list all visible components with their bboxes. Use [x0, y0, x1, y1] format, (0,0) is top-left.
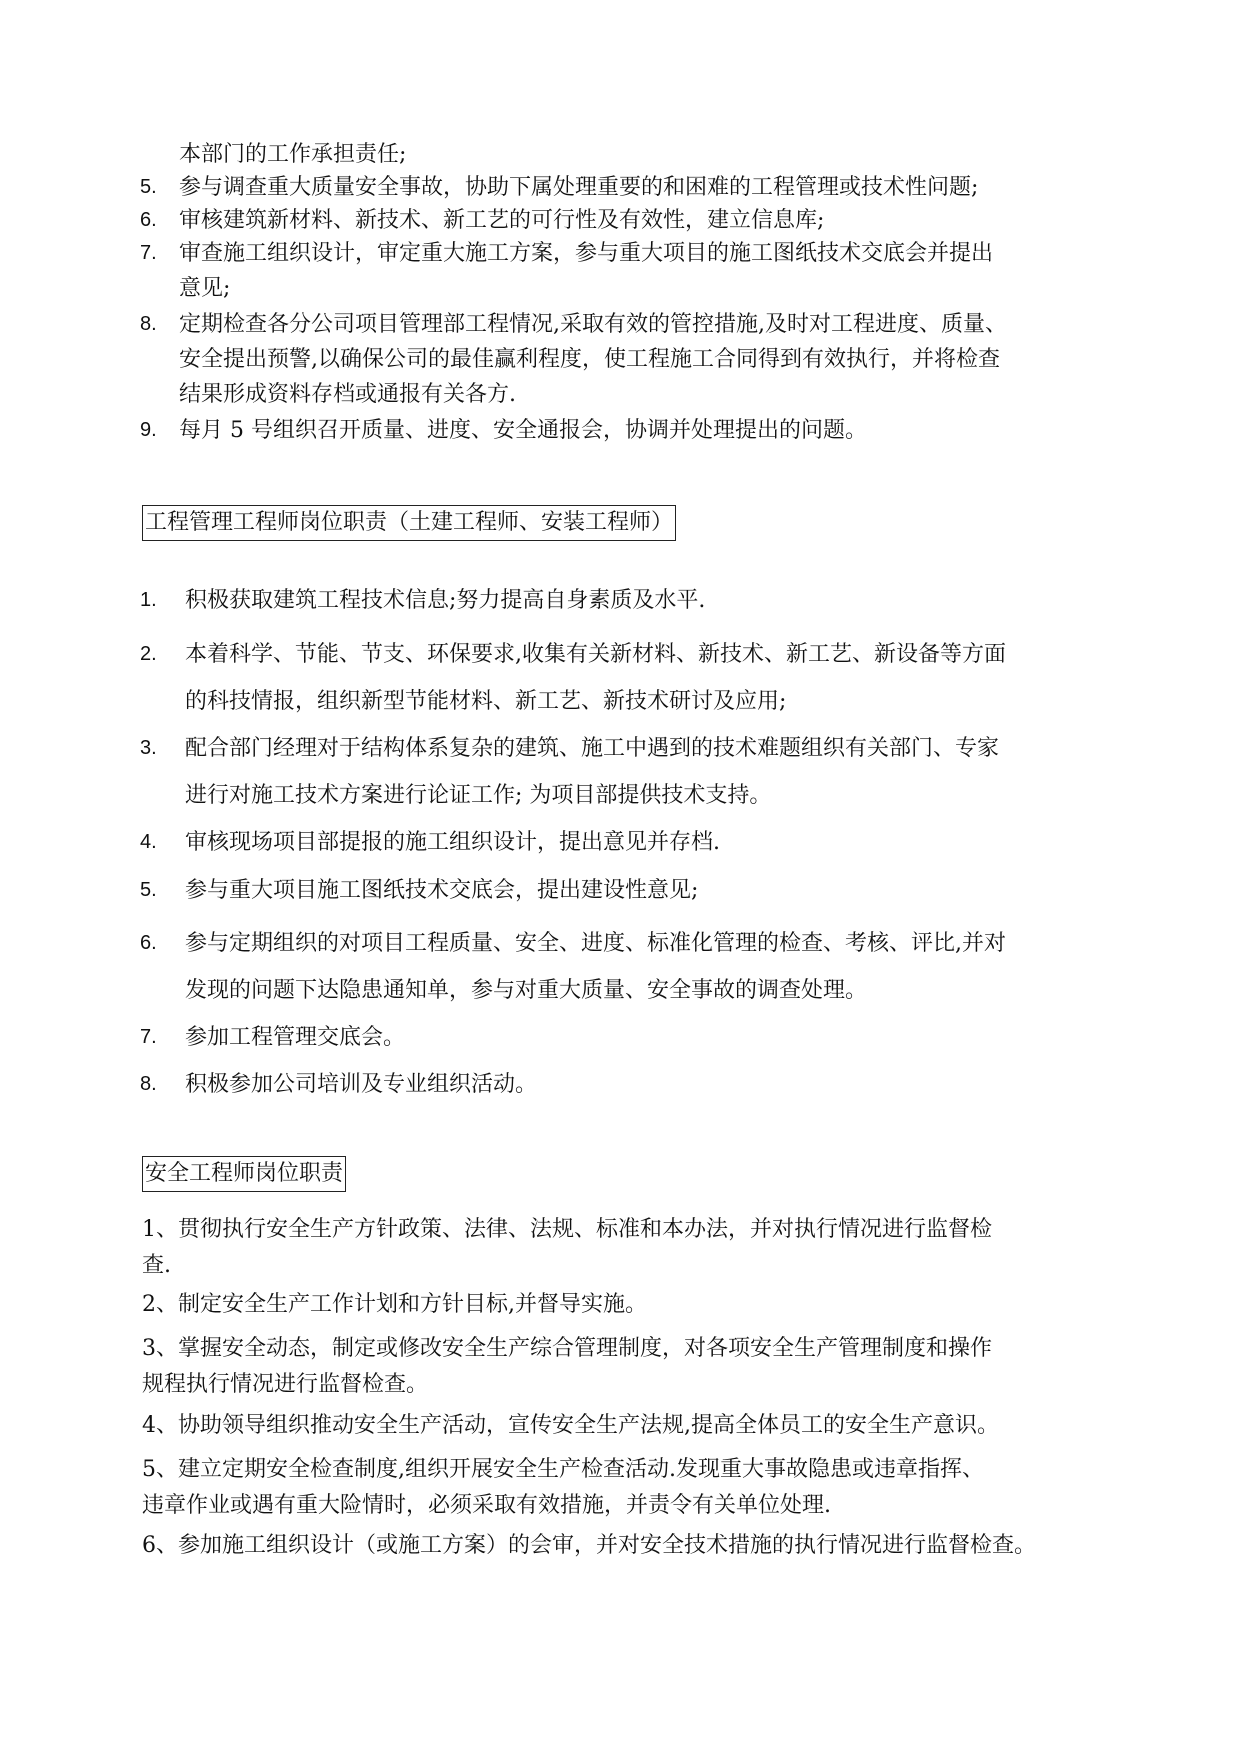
- text-line: 积极参加公司培训及专业组织活动。: [185, 1072, 538, 1097]
- text-line: 5、建立定期安全检查制度,组织开展安全生产检查活动.发现重大事故隐患或违章指挥、: [142, 1457, 984, 1482]
- item-number: 7.: [140, 242, 157, 264]
- text-line: 参与定期组织的对项目工程质量、安全、进度、标准化管理的检查、考核、评比,并对: [185, 931, 1006, 956]
- list-item: [140, 1020, 1100, 1055]
- section-heading-safety: 安全工程师岗位职责: [142, 1156, 346, 1192]
- item-number: 9.: [140, 419, 157, 441]
- text-line: 查.: [142, 1253, 171, 1278]
- item-number: 8.: [140, 313, 157, 335]
- text-line: 每月 5 号组织召开质量、进度、安全通报会，协调并处理提出的问题。: [179, 418, 867, 443]
- text-line: 参加工程管理交底会。: [185, 1025, 406, 1050]
- list-item: [140, 413, 1100, 448]
- text-line: 安全提出预警,以确保公司的最佳赢利程度，使工程施工合同得到有效执行，并将检查: [179, 347, 1000, 372]
- item-number: 6.: [140, 932, 157, 954]
- text-line: 3、掌握安全动态，制定或修改安全生产综合管理制度，对各项安全生产管理制度和操作: [142, 1336, 992, 1361]
- text-line: 结果形成资料存档或通报有关各方.: [179, 382, 516, 407]
- item-number: 3.: [140, 737, 157, 759]
- item-number: 1.: [140, 589, 157, 611]
- item-number: 7.: [140, 1026, 157, 1048]
- text-line: 配合部门经理对于结构体系复杂的建筑、施工中遇到的技术难题组织有关部门、专家: [185, 736, 1000, 761]
- list-item-continuation: [140, 137, 1100, 172]
- text-line: 4、协助领导组织推动安全生产活动，宣传安全生产法规,提高全体员工的安全生产意识。: [142, 1413, 999, 1438]
- list-item: [142, 1331, 1102, 1403]
- text-line: 审核建筑新材料、新技术、新工艺的可行性及有效性，建立信息库;: [179, 208, 825, 233]
- item-number: 8.: [140, 1073, 157, 1095]
- text-line: 审核现场项目部提报的施工组织设计，提出意见并存档.: [185, 830, 720, 855]
- text-line: 积极获取建筑工程技术信息;努力提高自身素质及水平.: [185, 588, 706, 613]
- section-heading-engineer: 工程管理工程师岗位职责（土建工程师、安装工程师）: [142, 505, 676, 541]
- text-line: 参与调查重大质量安全事故，协助下属处理重要的和困难的工程管理或技术性问题;: [179, 175, 979, 200]
- list-item: [142, 1452, 1102, 1524]
- item-number: 5.: [140, 879, 157, 901]
- list-item: [140, 583, 1100, 618]
- item-number: 5.: [140, 176, 157, 198]
- item-number: 6.: [140, 209, 157, 231]
- item-number: 4.: [140, 831, 157, 853]
- text-line: 参与重大项目施工图纸技术交底会，提出建设性意见;: [185, 878, 699, 903]
- text-line: 2、制定安全生产工作计划和方针目标,并督导实施。: [142, 1292, 647, 1317]
- list-item: [140, 825, 1100, 860]
- text-line: 的科技情报，组织新型节能材料、新工艺、新技术研讨及应用;: [185, 689, 787, 714]
- list-item: [140, 170, 1100, 205]
- list-item: [140, 307, 1100, 412]
- list-item: [140, 236, 1100, 306]
- text-line: 6、参加施工组织设计（或施工方案）的会审，并对安全技术措施的执行情况进行监督检查。: [142, 1533, 1037, 1558]
- text-line: 本着科学、节能、节支、环保要求,收集有关新材料、新技术、新工艺、新设备等方面: [185, 642, 1006, 667]
- text-line: 审查施工组织设计，审定重大施工方案，参与重大项目的施工图纸技术交底会并提出: [179, 241, 994, 266]
- list-item: [142, 1287, 1102, 1323]
- list-item: [140, 920, 1100, 1014]
- text-line: 定期检查各分公司项目管理部工程情况,采取有效的管控措施,及时对工程进度、质量、: [179, 312, 1007, 337]
- text-line: 规程执行情况进行监督检查。: [142, 1372, 429, 1397]
- list-item: [140, 873, 1100, 908]
- text-line: 违章作业或遇有重大险情时，必须采取有效措施，并责令有关单位处理.: [142, 1493, 831, 1518]
- list-item: [140, 631, 1100, 725]
- list-item: [142, 1528, 1102, 1564]
- text-line: 1、贯彻执行安全生产方针政策、法律、法规、标准和本办法，并对执行情况进行监督检: [142, 1217, 992, 1242]
- list-item: [142, 1408, 1102, 1444]
- item-number: 2.: [140, 643, 157, 665]
- list-item: [140, 725, 1100, 819]
- list-item: [140, 203, 1100, 238]
- text-line: 意见;: [179, 276, 231, 301]
- text-line: 发现的问题下达隐患通知单，参与对重大质量、安全事故的调查处理。: [185, 978, 868, 1003]
- list-item: [142, 1212, 1102, 1284]
- text-line: 本部门的工作承担责任;: [179, 142, 407, 167]
- list-item: [140, 1067, 1100, 1102]
- text-line: 进行对施工技术方案进行论证工作; 为项目部提供技术支持。: [185, 783, 772, 808]
